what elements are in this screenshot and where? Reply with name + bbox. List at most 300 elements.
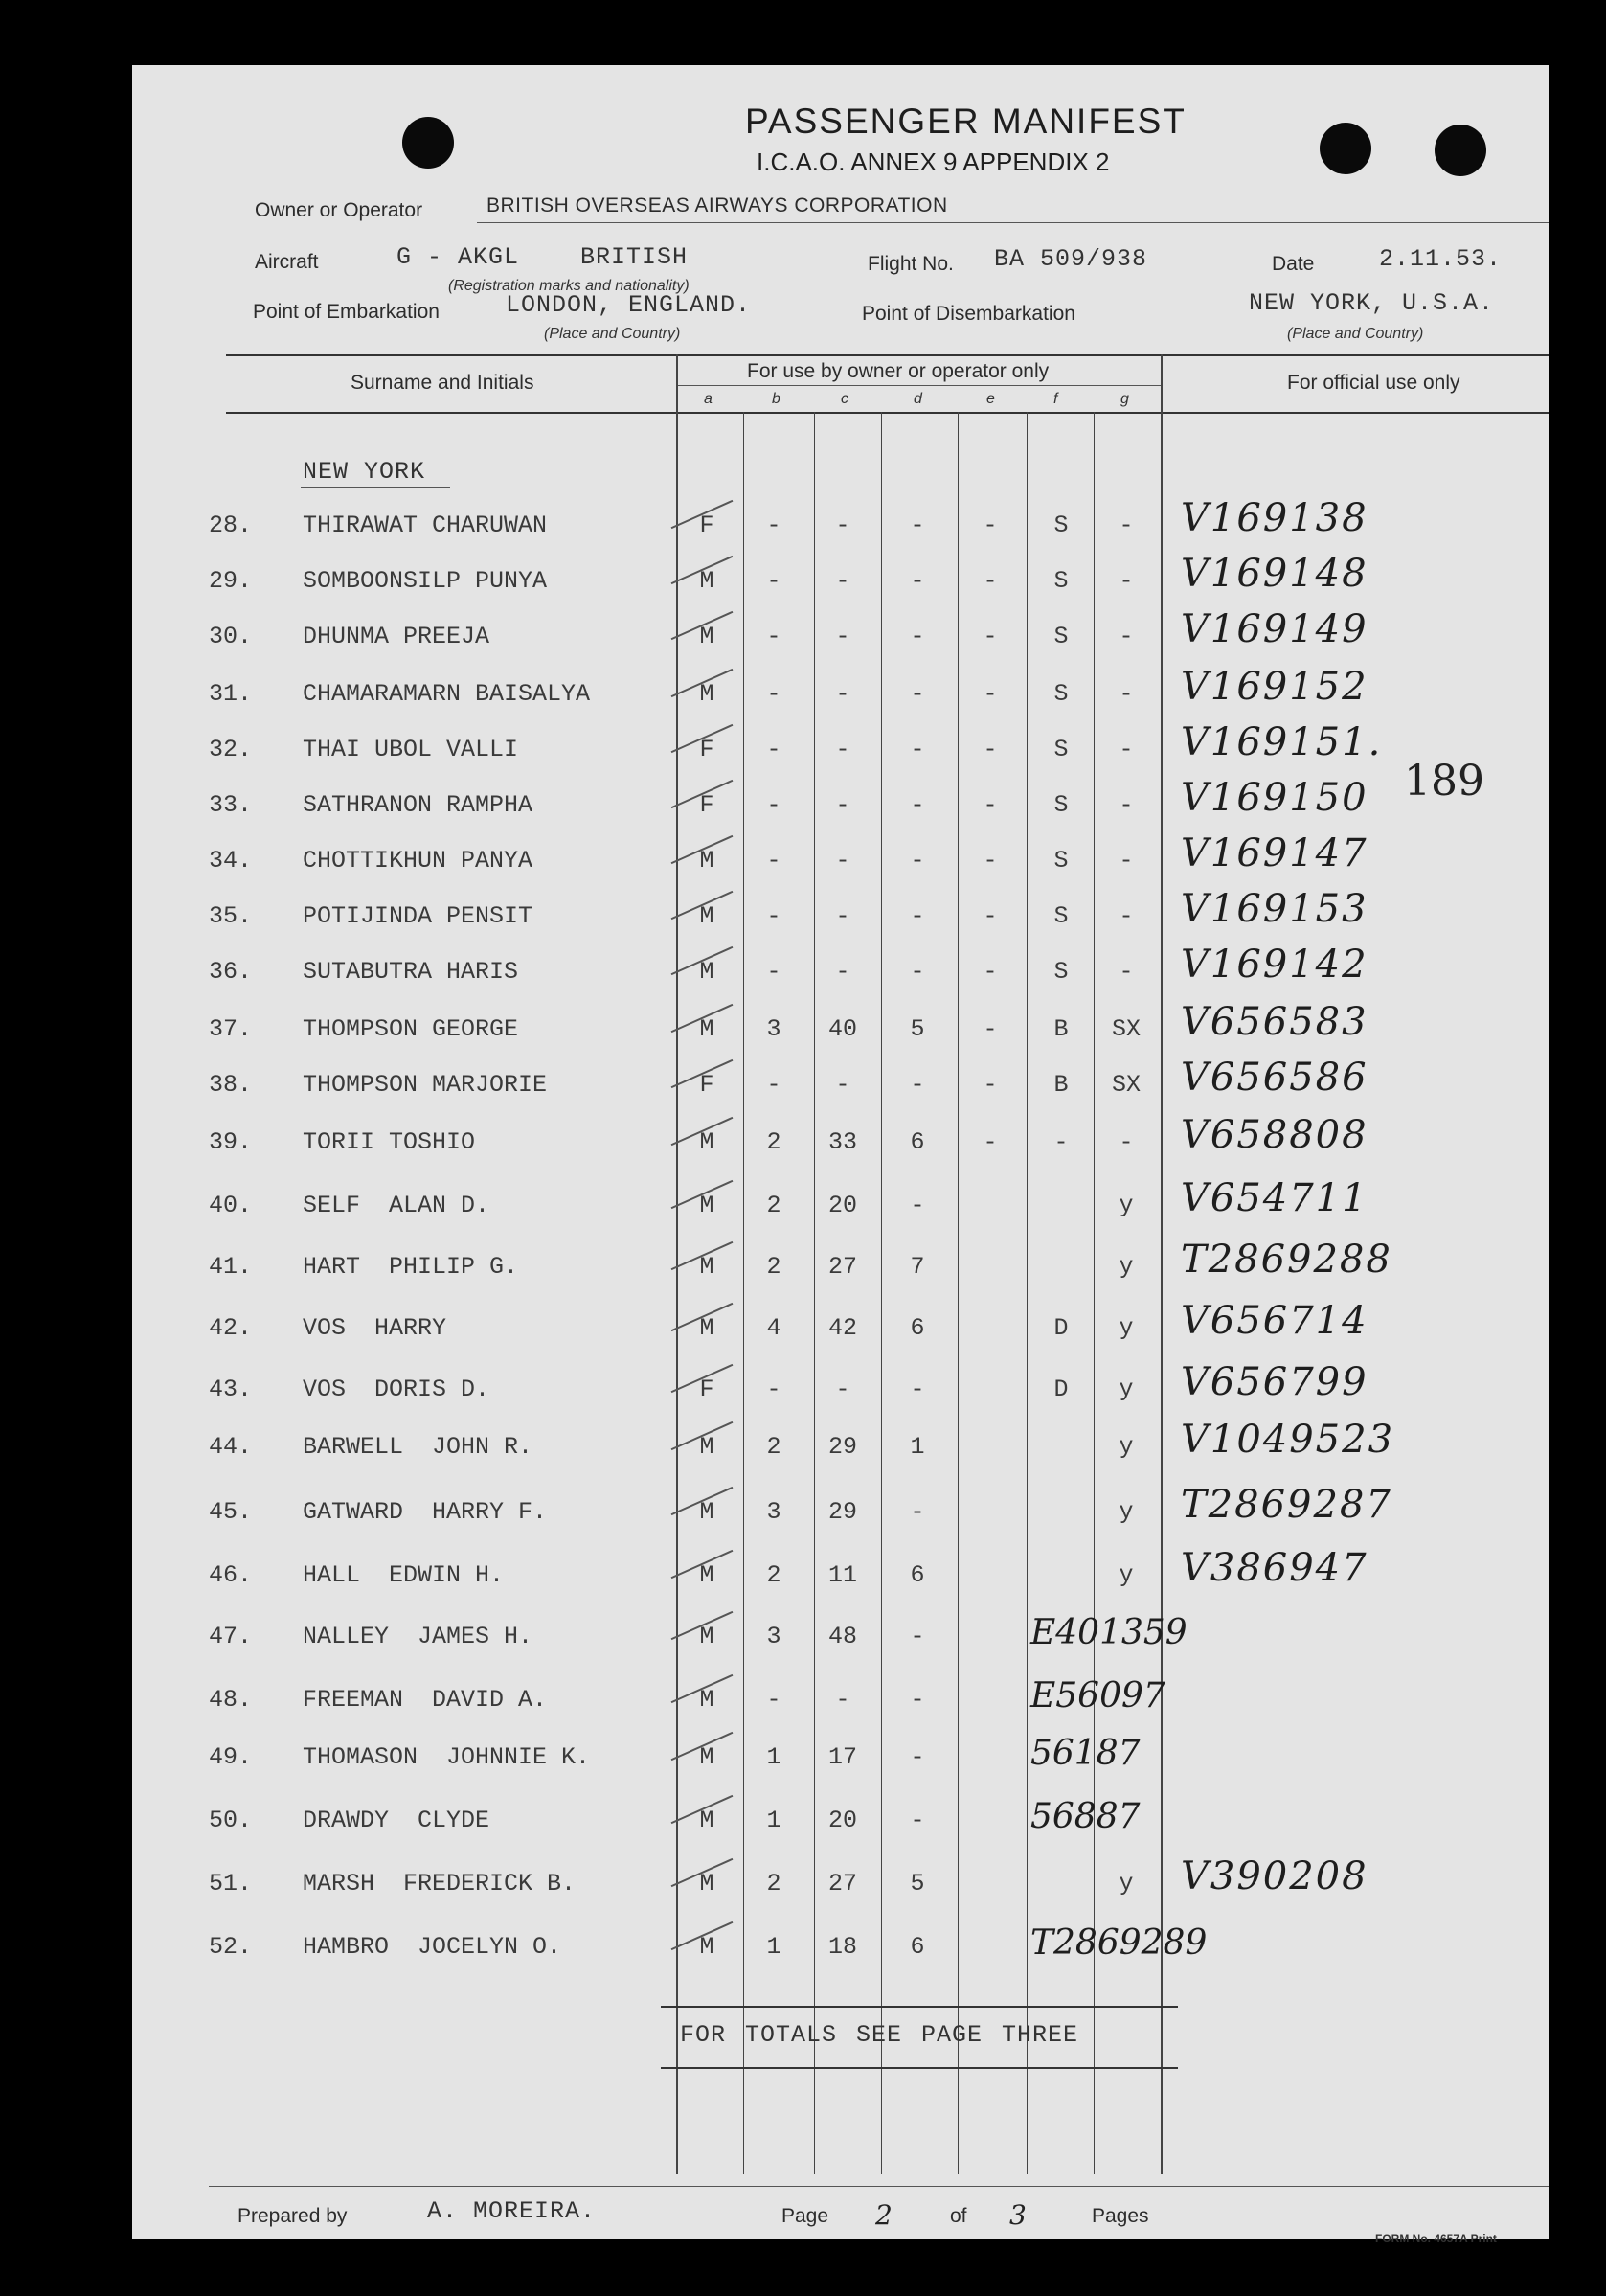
disembarkation-note: (Place and Country) [1287,326,1424,342]
column-c-cell: 20 [827,1192,857,1219]
column-f-cell: D [1053,1375,1069,1403]
column-e-cell: - [983,791,998,819]
table-row [132,1360,1549,1414]
official-entry: V656586 [1181,1056,1368,1100]
passenger-name: VOS DORIS D. [303,1375,490,1403]
totals-note: FOR TOTALS SEE PAGE THREE [680,2021,1079,2049]
official-entry: T2869287 [1181,1483,1392,1527]
passenger-name: THOMPSON MARJORIE [303,1071,548,1099]
column-e-cell: - [983,958,998,986]
aircraft-note: (Registration marks and nationality) [448,278,690,294]
manifest-page [132,65,1549,2245]
official-entry: T2869288 [1181,1238,1392,1282]
column-b-cell: 1 [766,1743,781,1771]
punch-hole-right-1 [1320,123,1371,174]
column-d-cell: - [910,847,925,875]
subheader-line [676,385,1161,386]
column-d-cell: - [910,1807,925,1834]
owner-line [477,222,1549,223]
column-b-cell: 3 [766,1498,781,1526]
passenger-number: 30. [209,623,253,650]
column-a-cell: F [699,1375,714,1403]
footer-line [209,2186,1549,2187]
column-a-cell: M [699,1433,714,1461]
passenger-name: SUTABUTRA HARIS [303,958,519,986]
punch-hole-right-2 [1435,125,1486,176]
official-entry: V169152 [1181,665,1368,709]
page-subtitle: I.C.A.O. ANNEX 9 APPENDIX 2 [757,148,1110,176]
column-f-cell: 56187 [1030,1734,1141,1773]
flight-value: BA 509/938 [994,245,1148,273]
column-d-cell: - [910,511,925,539]
passenger-number: 38. [209,1071,253,1099]
disembarkation-label: Point of Disembarkation [862,303,1075,325]
aircraft-label: Aircraft [255,251,319,273]
column-g-cell: SX [1111,1015,1141,1043]
passenger-number: 37. [209,1015,253,1043]
column-f-cell: S [1053,736,1069,763]
column-b-cell: - [766,847,781,875]
column-a-cell: M [699,1253,714,1281]
column-c-cell: - [835,902,850,930]
column-letter-a: a [704,391,713,407]
column-f-cell: S [1053,680,1069,708]
official-entry: V1049523 [1181,1418,1395,1462]
section-heading: NEW YORK [303,458,426,486]
column-a-cell: M [699,1561,714,1589]
table-row [132,1854,1549,1908]
passenger-name: MARSH FREDERICK B. [303,1870,577,1898]
column-c-cell: - [835,1071,850,1099]
column-c-cell: - [835,623,850,650]
passenger-number: 31. [209,680,253,708]
column-letter-c: c [841,391,848,407]
column-e-cell: - [983,623,998,650]
column-f-cell: E56097 [1030,1676,1165,1716]
column-d-cell: - [910,902,925,930]
column-e-cell: - [983,736,998,763]
column-b-cell: - [766,680,781,708]
column-e-cell: - [983,1015,998,1043]
column-g-cell: - [1119,791,1134,819]
column-a-cell: M [699,1192,714,1219]
passenger-name: POTIJINDA PENSIT [303,902,533,930]
column-a-cell: M [699,1015,714,1043]
column-g-cell: - [1119,511,1134,539]
column-c-cell: 11 [827,1561,857,1589]
column-d-cell: - [910,1192,925,1219]
column-b-cell: 2 [766,1433,781,1461]
table-row [132,1923,1549,1971]
aircraft-value: G - AKGL BRITISH [396,243,689,271]
official-entry: V656714 [1181,1299,1368,1343]
column-c-cell: - [835,1375,850,1403]
column-g-cell: y [1119,1498,1134,1526]
column-c-cell: 27 [827,1870,857,1898]
column-c-cell: - [835,567,850,595]
column-a-cell: M [699,567,714,595]
column-f-cell: D [1053,1314,1069,1342]
passenger-number: 50. [209,1807,253,1834]
column-g-cell: - [1119,623,1134,650]
embarkation-value: LONDON, ENGLAND. [506,291,752,319]
column-d-cell: - [910,680,925,708]
table-top-line [226,354,1549,356]
passenger-name: SATHRANON RAMPHA [303,791,533,819]
column-d-cell: - [910,623,925,650]
column-a-cell: M [699,1128,714,1156]
page-label: Page [781,2205,829,2227]
table-row [132,496,1549,550]
page-value: 2 [875,2199,893,2231]
column-d-cell: - [910,1071,925,1099]
passenger-number: 49. [209,1743,253,1771]
column-d-cell: 7 [910,1253,925,1281]
column-b-cell: 3 [766,1015,781,1043]
column-f-cell: B [1053,1071,1069,1099]
column-f-cell: S [1053,902,1069,930]
date-label: Date [1272,253,1315,275]
table-row [132,1797,1549,1845]
passenger-number: 46. [209,1561,253,1589]
column-d-cell: 6 [910,1314,925,1342]
column-d-cell: 5 [910,1870,925,1898]
passenger-number: 41. [209,1253,253,1281]
table-row [132,1176,1549,1230]
column-rule-ab [743,412,744,2174]
column-a-cell: F [699,791,714,819]
official-entry: V654711 [1181,1176,1368,1220]
column-d-cell: - [910,736,925,763]
column-g-cell: - [1119,1128,1134,1156]
owner-value: BRITISH OVERSEAS AIRWAYS CORPORATION [486,194,948,216]
passenger-number: 42. [209,1314,253,1342]
column-b-cell: 1 [766,1933,781,1961]
embarkation-note: (Place and Country) [544,326,681,342]
column-a-cell: M [699,902,714,930]
column-e-cell: - [983,902,998,930]
official-entry: V169149 [1181,607,1368,651]
column-a-cell: M [699,1743,714,1771]
passenger-number: 51. [209,1870,253,1898]
table-row [132,1418,1549,1471]
column-f-cell: S [1053,791,1069,819]
table-row [132,1238,1549,1291]
column-a-cell: M [699,1623,714,1650]
column-b-cell: 3 [766,1623,781,1650]
official-entry: V386947 [1181,1546,1368,1590]
column-c-cell: - [835,791,850,819]
column-f-cell: T2869289 [1030,1923,1208,1963]
column-c-cell: 48 [827,1623,857,1650]
table-row [132,1056,1549,1109]
official-entry: V658808 [1181,1113,1368,1157]
column-g-cell: y [1119,1314,1134,1342]
column-rule-bc [814,412,815,2174]
passenger-number: 35. [209,902,253,930]
column-f-cell: S [1053,511,1069,539]
column-d-cell: - [910,958,925,986]
column-c-cell: - [835,511,850,539]
passenger-name: SELF ALAN D. [303,1192,490,1219]
column-b-cell: - [766,958,781,986]
table-row [132,887,1549,941]
column-g-cell: y [1119,1870,1134,1898]
official-entry: V390208 [1181,1854,1368,1898]
column-g-cell: - [1119,902,1134,930]
operator-column-header: For use by owner or operator only [747,360,1050,382]
column-b-cell: 2 [766,1128,781,1156]
passenger-number: 40. [209,1192,253,1219]
column-g-cell: SX [1111,1071,1141,1099]
passenger-name: SOMBOONSILP PUNYA [303,567,548,595]
column-a-cell: M [699,1933,714,1961]
column-c-cell: 40 [827,1015,857,1043]
column-f-cell: B [1053,1015,1069,1043]
column-b-cell: - [766,1686,781,1714]
official-entry: V169138 [1181,496,1368,540]
column-b-cell: - [766,511,781,539]
column-g-cell: y [1119,1253,1134,1281]
passenger-name: BARWELL JOHN R. [303,1433,533,1461]
column-a-cell: F [699,511,714,539]
official-entry: V169150 [1181,776,1368,820]
column-e-cell: - [983,847,998,875]
column-b-cell: - [766,623,781,650]
passenger-number: 48. [209,1686,253,1714]
column-b-cell: 1 [766,1807,781,1834]
pages-label: Pages [1092,2205,1149,2227]
passenger-number: 33. [209,791,253,819]
passenger-number: 43. [209,1375,253,1403]
column-d-cell: - [910,1686,925,1714]
column-letter-f: f [1053,391,1058,407]
column-c-cell: - [835,736,850,763]
disembarkation-value: NEW YORK, U.S.A. [1249,289,1495,317]
table-row [132,552,1549,605]
column-g-cell: y [1119,1192,1134,1219]
passenger-name: CHOTTIKHUN PANYA [303,847,533,875]
column-a-cell: M [699,1870,714,1898]
table-row [132,1613,1549,1661]
column-b-cell: 2 [766,1561,781,1589]
totals-bottom-line [661,2067,1178,2069]
passenger-number: 47. [209,1623,253,1650]
column-a-cell: M [699,680,714,708]
column-g-cell: - [1119,680,1134,708]
column-a-cell: M [699,623,714,650]
column-letter-g: g [1120,391,1129,407]
column-d-cell: 1 [910,1433,925,1461]
passenger-number: 45. [209,1498,253,1526]
column-a-cell: F [699,736,714,763]
column-f-cell: 56887 [1030,1797,1141,1836]
official-entry: V169153 [1181,887,1368,931]
column-f-cell: S [1053,958,1069,986]
column-g-cell: - [1119,736,1134,763]
passenger-name: TORII TOSHIO [303,1128,476,1156]
column-e-cell: - [983,567,998,595]
column-d-cell: 5 [910,1015,925,1043]
passenger-name: HALL EDWIN H. [303,1561,505,1589]
column-rule-cd [881,412,882,2174]
passenger-name: THOMPSON GEORGE [303,1015,519,1043]
column-f-cell: S [1053,847,1069,875]
column-g-cell: y [1119,1433,1134,1461]
column-e-cell: - [983,511,998,539]
column-b-cell: - [766,567,781,595]
page-stamp: 189 [1404,757,1484,806]
column-b-cell: - [766,1375,781,1403]
column-b-cell: 2 [766,1192,781,1219]
owner-label: Owner or Operator [255,199,423,221]
passenger-name: HART PHILIP G. [303,1253,519,1281]
official-entry: V656799 [1181,1360,1368,1404]
passenger-name: THOMASON JOHNNIE K. [303,1743,591,1771]
column-d-cell: - [910,567,925,595]
column-c-cell: - [835,1686,850,1714]
table-row [132,1299,1549,1353]
date-value: 2.11.53. [1379,245,1503,273]
table-row [132,607,1549,661]
passenger-name: NALLEY JAMES H. [303,1623,533,1650]
column-rule-ef [1027,412,1028,2174]
column-f-cell: E401359 [1030,1613,1188,1652]
passenger-name: GATWARD HARRY F. [303,1498,548,1526]
embarkation-label: Point of Embarkation [253,301,440,323]
official-entry: V169151. [1181,720,1383,764]
column-e-cell: - [983,680,998,708]
column-d-cell: - [910,1623,925,1650]
table-row [132,1734,1549,1782]
column-a-cell: M [699,1314,714,1342]
column-a-cell: M [699,1498,714,1526]
passenger-name: DRAWDY CLYDE [303,1807,490,1834]
flight-label: Flight No. [868,253,954,275]
official-entry: V169142 [1181,943,1368,987]
table-row [132,943,1549,996]
column-g-cell: - [1119,958,1134,986]
passenger-name: HAMBRO JOCELYN O. [303,1933,562,1961]
passenger-name: DHUNMA PREEJA [303,623,490,650]
prepared-value: A. MOREIRA. [427,2197,597,2225]
passenger-name: THAI UBOL VALLI [303,736,519,763]
column-a-cell: M [699,847,714,875]
table-row [132,1483,1549,1536]
column-g-cell: - [1119,567,1134,595]
passenger-number: 34. [209,847,253,875]
column-c-cell: 42 [827,1314,857,1342]
column-d-cell: 6 [910,1933,925,1961]
column-c-cell: - [835,958,850,986]
table-row [132,1000,1549,1054]
column-c-cell: - [835,847,850,875]
section-underline [301,487,450,488]
table-row [132,1676,1549,1724]
column-a-cell: M [699,958,714,986]
punch-hole-left [402,117,454,169]
column-b-cell: 2 [766,1253,781,1281]
table-row [132,665,1549,718]
table-header-line [226,412,1549,414]
column-c-cell: 33 [827,1128,857,1156]
table-row [132,720,1549,774]
column-c-cell: 17 [827,1743,857,1771]
column-c-cell: - [835,680,850,708]
passenger-number: 36. [209,958,253,986]
passenger-name: THIRAWAT CHARUWAN [303,511,548,539]
column-d-cell: - [910,1375,925,1403]
column-a-cell: M [699,1807,714,1834]
table-row [132,831,1549,885]
column-letter-b: b [772,391,780,407]
column-f-cell: S [1053,567,1069,595]
surname-column-header: Surname and Initials [351,372,534,394]
column-b-cell: 2 [766,1870,781,1898]
column-d-cell: - [910,1743,925,1771]
passenger-number: 32. [209,736,253,763]
of-value: 3 [1009,2199,1027,2231]
column-f-cell: - [1053,1128,1069,1156]
column-c-cell: 29 [827,1498,857,1526]
column-a-cell: F [699,1071,714,1099]
column-b-cell: - [766,791,781,819]
column-d-cell: 6 [910,1128,925,1156]
column-c-cell: 18 [827,1933,857,1961]
form-number: FORM No. 4657A Print [1375,2232,1497,2245]
passenger-name: FREEMAN DAVID A. [303,1686,548,1714]
official-entry: V169148 [1181,552,1368,596]
column-letter-e: e [986,391,995,407]
column-c-cell: 29 [827,1433,857,1461]
column-e-cell: - [983,1128,998,1156]
passenger-number: 44. [209,1433,253,1461]
passenger-number: 52. [209,1933,253,1961]
page-title: PASSENGER MANIFEST [745,102,1187,141]
column-d-cell: 6 [910,1561,925,1589]
column-a-cell: M [699,1686,714,1714]
column-e-cell: - [983,1071,998,1099]
column-f-cell: S [1053,623,1069,650]
passenger-number: 28. [209,511,253,539]
passenger-number: 29. [209,567,253,595]
passenger-name: CHAMARAMARN BAISALYA [303,680,591,708]
passenger-name: VOS HARRY [303,1314,447,1342]
column-g-cell: - [1119,847,1134,875]
column-b-cell: 4 [766,1314,781,1342]
column-d-cell: - [910,1498,925,1526]
column-b-cell: - [766,736,781,763]
column-b-cell: - [766,1071,781,1099]
totals-top-line [661,2006,1178,2008]
column-letter-d: d [914,391,922,407]
prepared-label: Prepared by [238,2205,348,2227]
column-d-cell: - [910,791,925,819]
official-entry: V656583 [1181,1000,1368,1044]
passenger-number: 39. [209,1128,253,1156]
column-b-cell: - [766,902,781,930]
column-rule-de [958,412,959,2174]
official-entry: V169147 [1181,831,1368,875]
column-c-cell: 20 [827,1807,857,1834]
table-row [132,1113,1549,1167]
official-column-header: For official use only [1287,372,1460,394]
column-g-cell: y [1119,1561,1134,1589]
column-g-cell: y [1119,1375,1134,1403]
column-rule-fg [1094,412,1095,2174]
of-label: of [950,2205,967,2227]
column-c-cell: 27 [827,1253,857,1281]
